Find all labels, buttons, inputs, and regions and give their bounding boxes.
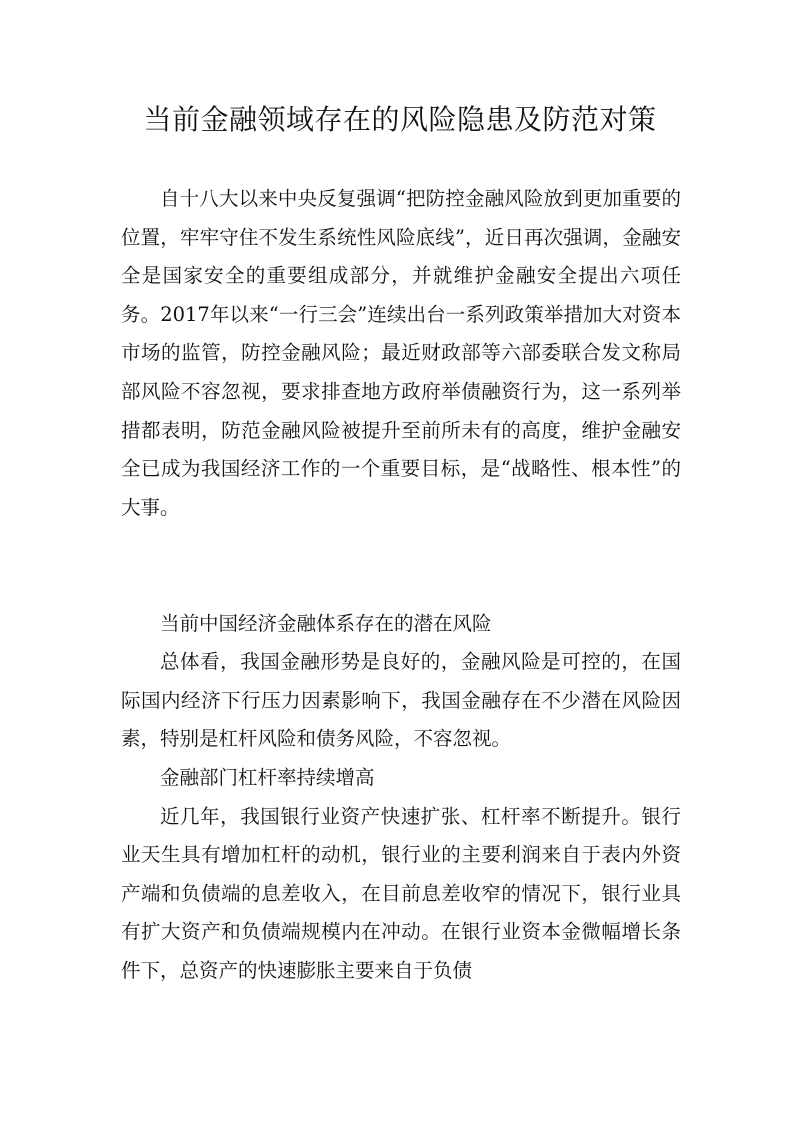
- paragraph-gap: [121, 566, 681, 605]
- section-heading-leverage: 金融部门杠杆率持续增高: [160, 765, 375, 789]
- paragraph-intro: 自十八大以来中央反复强调“把防控金融风险放到更加重要的位置，牢牢守住不发生系统性风险底线”，近日再次强调，金融安全是国家安全的重要组成部分，并就维护金融安全提出六项任务。2017年以来“一行三会”连续出台一系列政策举措加大对资本市场的监管，防控金融风险；最近财政部等六部委联合发文称局部风险不容忽视，要求排查地方政府举债融资行为，这一系列举措都表明，防范金融风险被提升至前所未有的高度，维护金融安全已成为我国经济工作的一个重要目标，是“战略性、根本性”的大事。: [121, 187, 681, 519]
- section-heading-risks: 当前中国经济金融体系存在的潜在风险: [160, 611, 492, 635]
- document-title: 当前金融领域存在的风险隐患及防范对策: [143, 103, 657, 136]
- document-body: [121, 180, 681, 990]
- paragraph-banking: 近几年，我国银行业资产快速扩张、杠杆率不断提升。银行业天生具有增加杠杆的动机，银行业的主要利润来自于表内外资产端和负债端的息差收入，在目前息差收窄的情况下，银行业具有扩大资产和负债端规模内在冲动。在银行业资本金微幅增长条件下，总资产的快速膨胀主要来自于负债: [121, 804, 681, 982]
- paragraph-overview: 总体看，我国金融形势是良好的，金融风险是可控的，在国际国内经济下行压力因素影响下，我国金融存在不少潜在风险因素，特别是杠杆风险和债务风险，不容忽视。: [121, 650, 681, 751]
- paragraph-gap: [121, 527, 681, 566]
